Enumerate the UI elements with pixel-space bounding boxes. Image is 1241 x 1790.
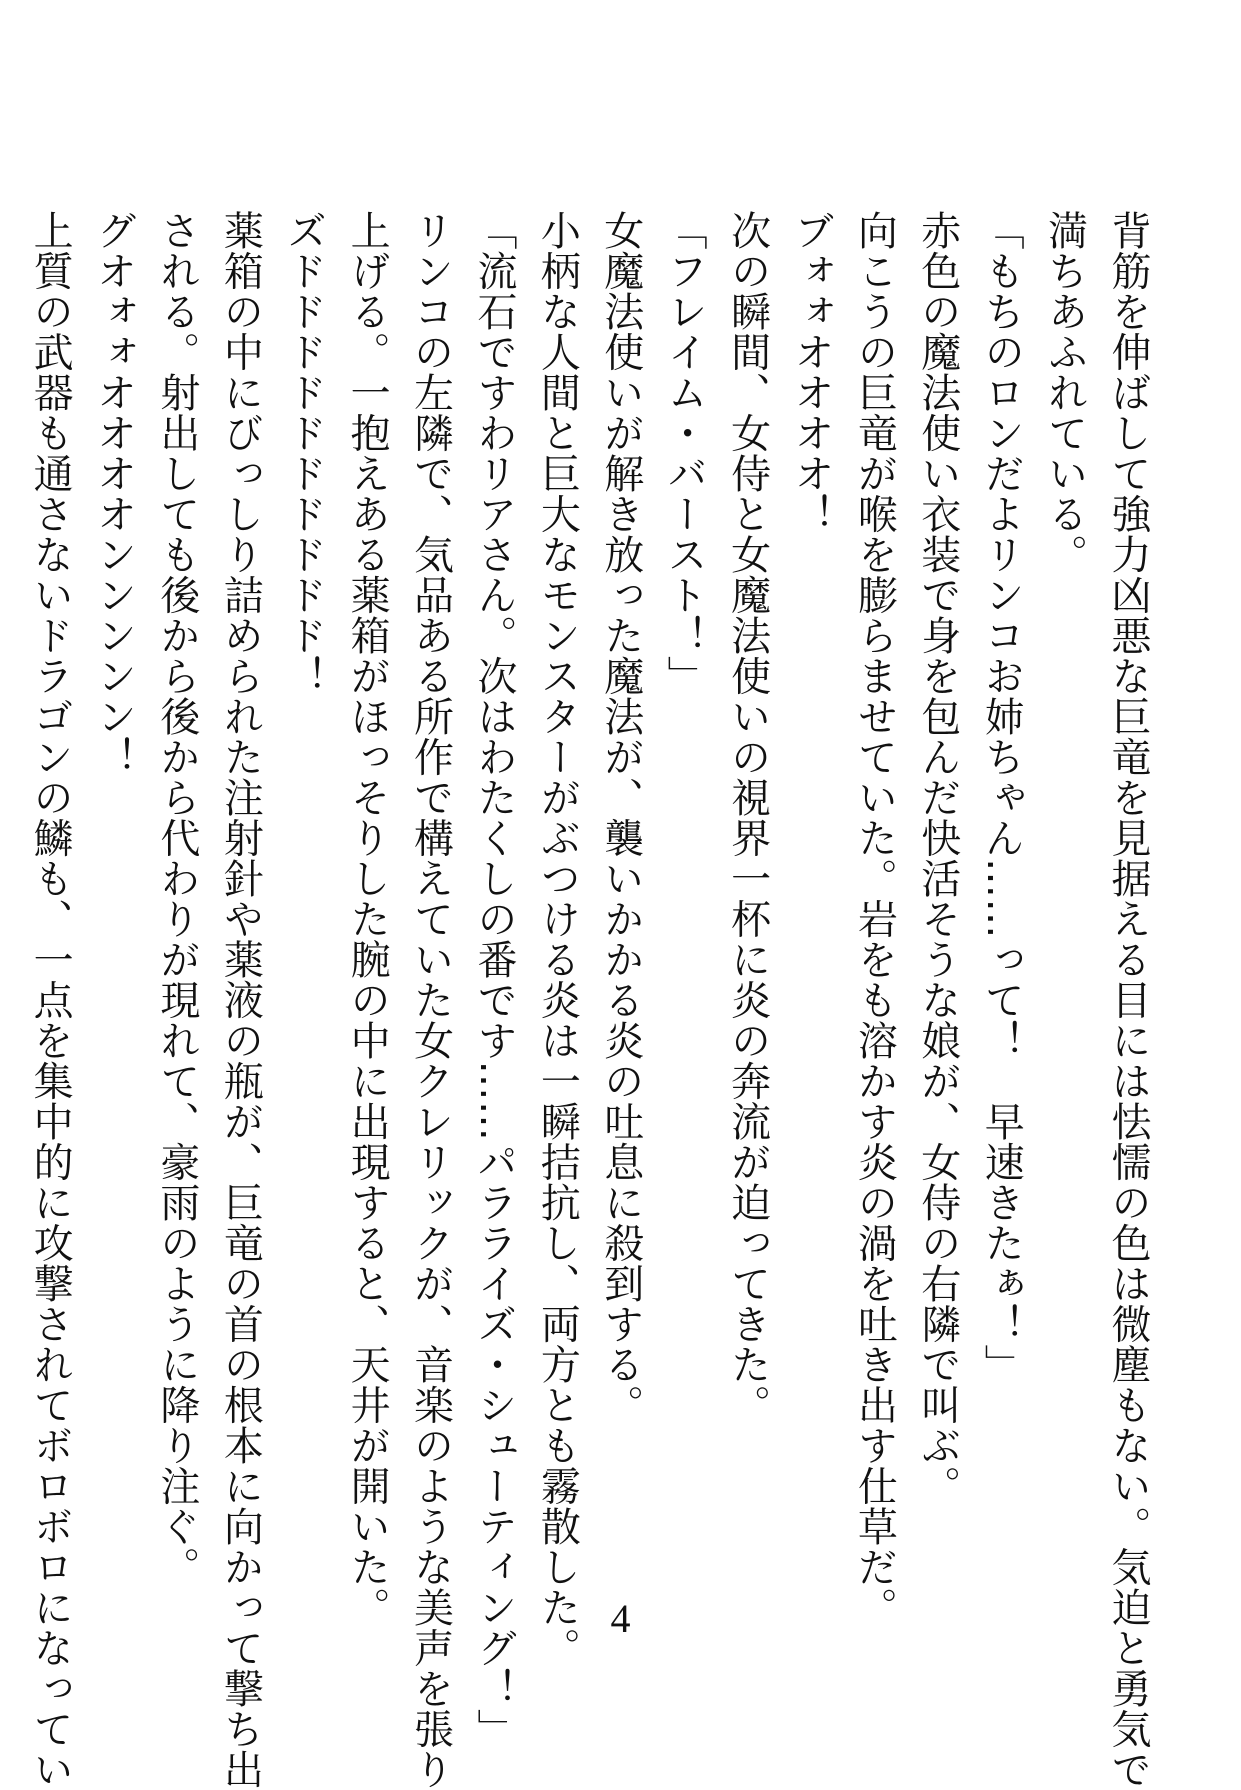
text-line: 上げる。一抱えある薬箱がほっそりした腕の中に出現すると、天井が開いた。 (344, 210, 391, 1628)
vertical-body-text (27, 210, 1159, 1790)
text-line: 「流石ですわリアさん。次はわたくしの番です……パラライズ・シューティング！」 (470, 210, 517, 1749)
text-line: 「フレイム・バースト！」 (661, 210, 708, 696)
page-number: 4 (610, 1596, 631, 1641)
text-line: 向こうの巨竜が喉を膨らませていた。岩をも溶かす炎の渦を吐き出す仕草だ。 (851, 210, 898, 1628)
text-line: 小柄な人間と巨大なモンスターがぶつける炎は一瞬拮抗し、両方とも霧散した。 (534, 210, 581, 1668)
text-line: 女魔法使いが解き放った魔法が、襲いかかる炎の吐息に殺到する。 (597, 210, 644, 1425)
text-line: グオォォオオオオンンンンン！ (90, 210, 137, 777)
text-line: 赤色の魔法使い衣装で身を包んだ快活そうな娘が、女侍の右隣で叫ぶ。 (914, 210, 961, 1506)
text-line: される。射出しても後から後から代わりが現れて、豪雨のように降り注ぐ。 (153, 210, 200, 1587)
text-line: 「もちのロンだよリンコお姉ちゃん……って！ 早速きたぁ！」 (978, 210, 1025, 1385)
text-line: リンコの左隣で、気品ある所作で構えていた女クレリックが、音楽のような美声を張り (407, 210, 454, 1790)
text-line: ブォォオオオオ！ (787, 210, 834, 534)
text-line: ズドドドドドドドドドド！ (280, 210, 327, 696)
text-line: 上質の武器も通さないドラゴンの鱗も、一点を集中的に攻撃されてボロボロになってい (27, 210, 74, 1790)
text-line: 背筋を伸ばして強力凶悪な巨竜を見据える目には怯懦の色は微塵もない。気迫と勇気で (1105, 210, 1151, 1790)
text-line: 満ちあふれている。 (1041, 210, 1088, 575)
text-line: 薬箱の中にびっしり詰められた注射針や薬液の瓶が、巨竜の首の根本に向かって撃ち出 (217, 210, 264, 1790)
text-line: 次の瞬間、女侍と女魔法使いの視界一杯に炎の奔流が迫ってきた。 (724, 210, 771, 1425)
